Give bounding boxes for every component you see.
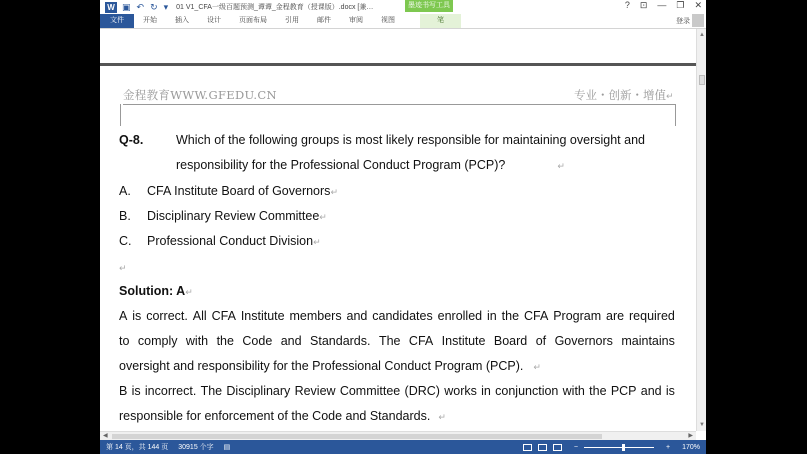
status-bar	[100, 440, 706, 454]
horizontal-scrollbar[interactable]	[100, 431, 696, 440]
word: Standards.	[310, 334, 371, 348]
word: PCP	[610, 384, 637, 398]
word: is	[665, 384, 675, 398]
word: and	[280, 334, 302, 348]
word: is	[132, 309, 142, 323]
word-window	[100, 0, 706, 454]
word: the	[501, 309, 520, 323]
quick-access-toolbar	[122, 2, 168, 13]
question-line-1: Which of the following groups is most likely responsible for maintaining oversight and	[176, 133, 645, 147]
page-header-left: 金程教育WWW.GFEDU.CN	[123, 88, 277, 102]
tab-page-layout[interactable]: 页面布局	[239, 17, 267, 24]
word: required	[629, 309, 675, 323]
word: CFA	[523, 309, 549, 323]
word: the	[216, 334, 234, 348]
word: with	[185, 334, 209, 348]
word: Committee	[339, 384, 401, 398]
tab-references[interactable]: 引用	[285, 17, 299, 24]
question-line-2	[176, 158, 565, 172]
header-rule	[123, 104, 675, 105]
solution-line-5	[119, 409, 446, 423]
solution-line-3	[119, 359, 541, 373]
tab-pen[interactable]: 笔	[420, 14, 461, 28]
ink-tools-context-label: 墨迹书写工具	[405, 0, 453, 12]
page-header-right-text: 专业・创新・增值	[574, 90, 666, 102]
paragraph-mark: ↵	[119, 263, 127, 273]
word: Institute	[441, 334, 486, 348]
window-controls	[625, 0, 702, 11]
option-a-label: CFA Institute Board of Governors	[147, 184, 331, 198]
option-b-letter: B.	[119, 209, 131, 223]
zoom-level[interactable]: 170%	[682, 443, 700, 451]
option-c-letter: C.	[119, 234, 132, 248]
solution-line-5-text: responsible for enforcement of the Code and Standards.	[119, 409, 431, 423]
ribbon-display-icon[interactable]: ⊡	[639, 0, 648, 10]
word: B	[119, 384, 128, 398]
vertical-scroll-thumb[interactable]	[699, 75, 705, 85]
word: to	[119, 334, 130, 348]
tab-design[interactable]: 设计	[207, 17, 221, 24]
undo-icon[interactable]: ↶	[136, 1, 145, 12]
proofing-icon[interactable]: ▤	[223, 444, 231, 451]
word: comply	[137, 334, 178, 348]
solution-heading-text: Solution: A	[119, 284, 186, 298]
scroll-right-icon[interactable]: ▶	[688, 433, 693, 439]
save-icon[interactable]: ▣	[122, 1, 131, 12]
scroll-up-icon[interactable]: ▲	[699, 32, 705, 38]
scroll-left-icon[interactable]: ◀	[103, 433, 108, 439]
word: maintains	[621, 334, 675, 348]
close-icon[interactable]: ✕	[694, 0, 702, 10]
paragraph-mark: ↵	[319, 212, 327, 222]
word: are	[606, 309, 625, 323]
word: with	[562, 384, 585, 398]
option-c-label: Professional Conduct Division	[147, 234, 314, 248]
page-count[interactable]: 第 14 页，共 144 页	[106, 444, 169, 451]
question-number: Q-8.	[119, 133, 144, 147]
restore-icon[interactable]: ❐	[676, 0, 685, 10]
paragraph-mark: ↵	[330, 187, 338, 197]
tab-review[interactable]: 审阅	[349, 17, 363, 24]
empty-paragraph	[119, 260, 127, 274]
paragraph-mark: ↵	[666, 91, 674, 101]
paragraph-mark: ↵	[185, 287, 193, 297]
vertical-scrollbar[interactable]	[696, 29, 706, 431]
word-app-icon: W	[105, 2, 117, 13]
tab-mailings[interactable]: 邮件	[317, 17, 331, 24]
page-top-border	[100, 63, 696, 66]
print-layout-icon[interactable]	[538, 444, 547, 451]
zoom-slider-knob[interactable]	[622, 444, 625, 451]
paragraph-mark: ↵	[438, 412, 446, 422]
page-header-right	[574, 87, 674, 103]
solution-line-3-text: oversight and responsibility for the Professional Conduct Program (PCP).	[119, 359, 524, 373]
word: works	[444, 384, 477, 398]
word: Code	[242, 334, 273, 348]
word: The	[378, 334, 401, 348]
option-b-label: Disciplinary Review Committee	[147, 209, 320, 223]
word: of	[535, 334, 547, 348]
status-right	[523, 440, 700, 454]
option-c-text	[147, 234, 321, 248]
tab-insert[interactable]: 插入	[175, 17, 189, 24]
word: and	[640, 384, 662, 398]
word: Governors	[554, 334, 613, 348]
crop-mark-left	[120, 104, 121, 126]
paragraph-mark: ↵	[313, 237, 321, 247]
solution-line-1	[119, 309, 675, 323]
solution-heading	[119, 284, 193, 298]
word: Institute	[240, 309, 285, 323]
zoom-in-icon[interactable]: +	[666, 443, 671, 451]
word-count[interactable]: 30915 个字	[178, 444, 214, 451]
paragraph-mark: ↵	[557, 161, 565, 171]
login-link[interactable]: 登录	[676, 18, 690, 25]
word: Board	[493, 334, 528, 348]
solution-line-4	[119, 384, 675, 398]
title-bar	[100, 0, 706, 14]
question-line-2-text: responsibility for the Professional Conduct Program (PCP)?	[176, 158, 506, 172]
word: members	[289, 309, 342, 323]
scroll-down-icon[interactable]: ▼	[699, 422, 705, 428]
solution-line-2	[119, 334, 675, 348]
read-mode-icon[interactable]	[523, 444, 532, 451]
word: is	[131, 384, 141, 398]
document-title: 01 V1_CFA一级百题预测_谭谭_金程教育（授课版）.docx [兼…	[176, 4, 374, 11]
word: CFA	[211, 309, 236, 323]
option-a-letter: A.	[119, 184, 131, 198]
word: Program	[553, 309, 602, 323]
zoom-out-icon[interactable]: −	[573, 443, 578, 451]
crop-mark-right	[675, 104, 676, 126]
zoom-slider[interactable]	[584, 447, 654, 448]
web-layout-icon[interactable]	[553, 444, 562, 451]
word: in	[487, 309, 497, 323]
tab-view[interactable]: 视图	[381, 17, 395, 24]
word: CFA	[408, 334, 434, 348]
tab-file[interactable]: 文件	[100, 14, 134, 28]
avatar[interactable]	[692, 14, 704, 27]
tab-home[interactable]: 开始	[143, 17, 157, 24]
word: The	[200, 384, 223, 398]
word: and	[346, 309, 368, 323]
horizontal-scroll-thumb[interactable]	[112, 434, 602, 439]
customize-icon[interactable]: ▾	[163, 1, 169, 12]
word: correct.	[146, 309, 188, 323]
help-icon[interactable]: ?	[624, 0, 630, 10]
paragraph-mark: ↵	[533, 362, 541, 372]
word: conjunction	[495, 384, 559, 398]
word: candidates	[372, 309, 433, 323]
minimize-icon[interactable]: —	[657, 0, 667, 10]
redo-icon[interactable]: ↻	[150, 1, 158, 12]
option-a-text	[147, 184, 338, 198]
word: in	[481, 384, 491, 398]
option-b-text	[147, 209, 327, 223]
word: the	[589, 384, 607, 398]
word: incorrect.	[144, 384, 197, 398]
ribbon-tabs	[100, 14, 706, 28]
word: All	[192, 309, 207, 323]
word: enrolled	[437, 309, 483, 323]
word: Disciplinary	[226, 384, 291, 398]
word: (DRC)	[404, 384, 440, 398]
word: Review	[294, 384, 336, 398]
word: A	[119, 309, 128, 323]
